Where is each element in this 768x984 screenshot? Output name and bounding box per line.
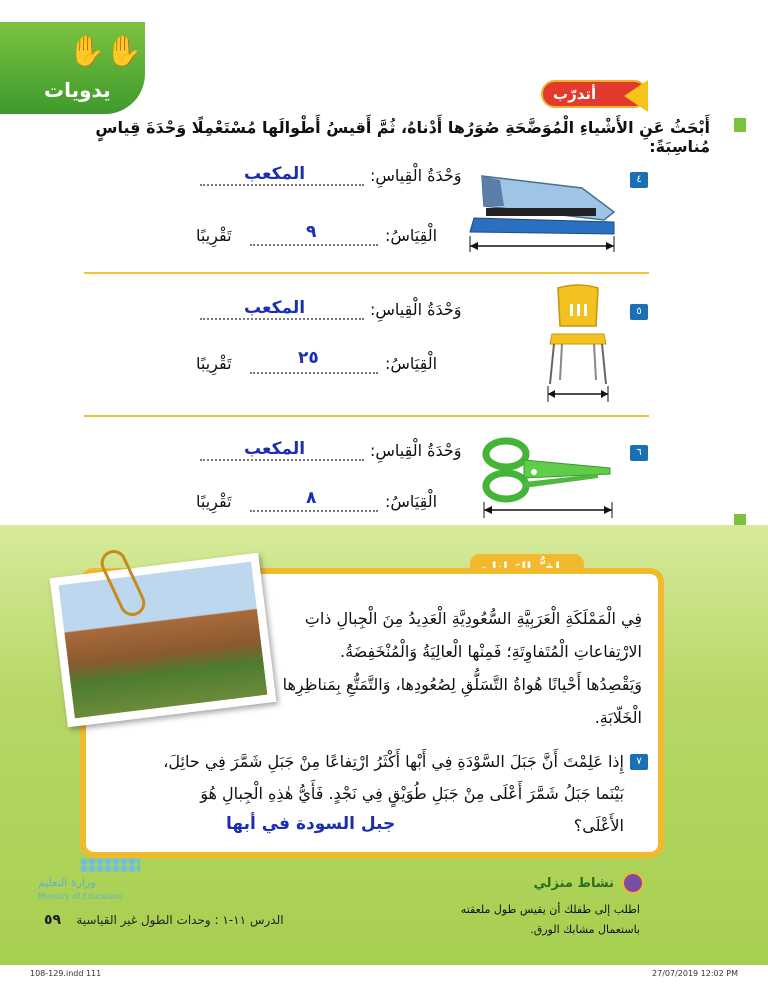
question-7-text: إِذا عَلِمْتَ أَنَّ جَبَلَ السَّوْدَةِ فِي أَبْها أَكْثَرُ ارْتِفاعًا مِنْ جَبَلِ شَمَّرَ فِي حائِلَ، بَيْنَما جَبَلُ شَمَّرَ أَعْلَى مِنْ جَبَلِ طُوَيْقٍ فِي نَجْدٍ. فَأَيُّ هٰذِهِ الْجِبالِ هُوَ الأَعْلَى؟ [163, 752, 624, 835]
measure-answer: ٨ [306, 488, 317, 508]
measure-label-text: الْقِيَاسُ: [385, 226, 438, 245]
ministry-name: وزارة التعليم [38, 876, 96, 889]
practice-badge [541, 80, 648, 108]
hands-icon: ✋✋ [68, 34, 143, 69]
unit-label [370, 441, 462, 460]
measure-label-text: الْقِيَاسُ: [385, 354, 438, 373]
badge-arrow-icon [624, 80, 648, 112]
unit-answer: المكعب [244, 298, 306, 318]
home-activity-text: اطلب إلى طفلك أن يقيس طول ملعقته باستعمال مشابك الورق. [460, 903, 640, 936]
print-file: 108-129.indd 111 [30, 969, 102, 978]
ministry-logo [38, 858, 148, 908]
practice-label: أتدرّب [553, 85, 597, 103]
unit-label [370, 300, 462, 319]
mountain-photo [50, 553, 277, 727]
measure-label [385, 354, 437, 373]
section-divider [84, 272, 649, 274]
print-slug [0, 965, 768, 984]
hands-on-label: يدويات [44, 78, 111, 102]
page-number: ٥٩ [44, 912, 62, 928]
print-date: 27/07/2019 12:02 PM [652, 969, 738, 978]
measure-label [385, 492, 437, 511]
home-activity-icon [622, 872, 644, 894]
home-activity-title: نشاط منزلي [533, 876, 614, 891]
ministry-dots-icon [80, 858, 140, 872]
unit-answer: المكعب [244, 164, 306, 184]
measure-answer: ٢٥ [298, 348, 319, 368]
question-number: ٧ [630, 754, 648, 770]
question-number: ٥ [630, 304, 648, 320]
approx-label: تَقْرِيبًا [196, 492, 232, 511]
question-number: ٦ [630, 445, 648, 461]
question-number: ٤ [630, 172, 648, 188]
measure-label-text: الْقِيَاسُ: [385, 492, 438, 511]
lesson-title: الدرس ١١-١ : وحدات الطول غير القياسية [76, 913, 284, 927]
ministry-name-en: Ministry of Education [38, 892, 123, 901]
stapler-image [464, 162, 624, 254]
unit-label-text: وَحْدَةُ الْقِياسِ: [370, 166, 462, 185]
approx-label: تَقْرِيبًا [196, 354, 232, 373]
section-divider [84, 415, 649, 417]
measure-answer: ٩ [306, 222, 317, 242]
margin-mark [734, 118, 746, 132]
hands-on-tab [0, 22, 145, 114]
scissors-image [478, 432, 618, 520]
unit-label-text: وَحْدَةُ الْقِياسِ: [370, 300, 462, 319]
unit-answer: المكعب [244, 439, 306, 459]
chair-image [540, 284, 616, 404]
measure-label [385, 226, 437, 245]
unit-label-text: وَحْدَةُ الْقِياسِ: [370, 441, 462, 460]
question-7-answer: جبل السودة في أبها [226, 814, 396, 834]
page-footer [44, 912, 364, 928]
unit-label [370, 166, 462, 185]
approx-label: تَقْرِيبًا [196, 226, 232, 245]
instruction-text: أَبْحَثُ عَنِ الأَشْياءِ الْمُوَضَّحَةِ صُوَرُها أَدْناهُ، ثُمَّ أَقيسُ أَطْوالَها مُسْتَعْمِلًا وَحْدَةَ قِياسٍ مُناسِبَةً: [95, 118, 710, 156]
data-file-paragraph: فِي الْمَمْلَكَةِ الْعَرَبِيَّةِ السُّعُودِيَّةِ الْعَدِيدُ مِنَ الْجِبالِ ذاتِ الارْتِفاعاتِ الْمُتَفاوِتَةِ؛ فَمِنْها الْعالِيَةُ وَالْمُنْخَفِضَةُ. وَيَقْصِدُها أَحْيانًا هُواةُ التَّسَلُّقِ لِصُعُودِها، وَالتَّمَتُّعِ بِمَناظِرِها الْخَلّابَةِ. [282, 609, 642, 727]
